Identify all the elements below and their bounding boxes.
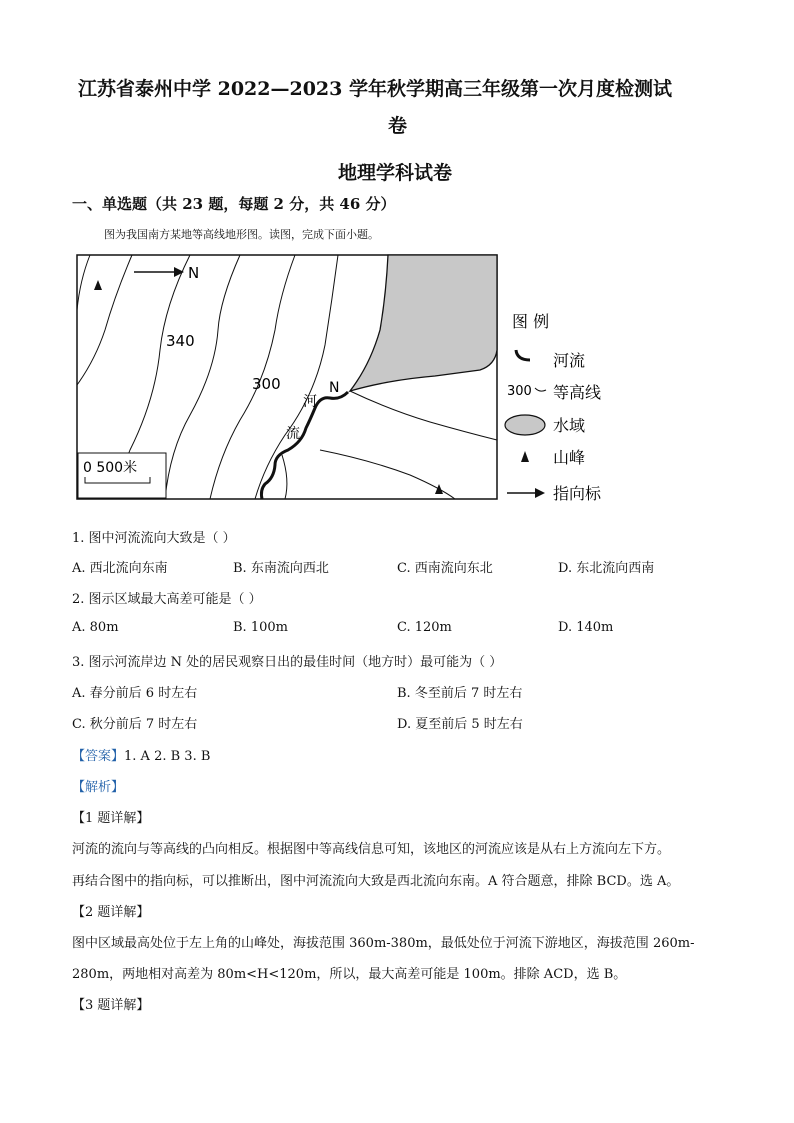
- river-label-2: 流: [286, 426, 300, 442]
- legend-label-water: 水域: [553, 416, 586, 435]
- section-heading: 一、单选题（共 23 题，每题 2 分，共 46 分）: [72, 195, 396, 213]
- contour-line: [320, 450, 455, 499]
- scale-text: 0 500米: [83, 460, 138, 476]
- north-arrow-head-icon: [174, 267, 184, 277]
- q1-detail-line2: 再结合图中的指向标，可以推断出，图中河流流向大致是西北流向东南。A 符合题意，排除 BCD。选 A。: [72, 874, 680, 889]
- q2-detail-line1: 图中区域最高处位于左上角的山峰处，海拔范围 360m-380m，最低处位于河流下游地区，海拔范围 260m-: [72, 936, 695, 951]
- question-1-option-a: A. 西北流向东南: [72, 561, 168, 576]
- contour-line: [282, 455, 287, 499]
- page-title-line2: 卷: [388, 115, 408, 137]
- question-3-option-a: A. 春分前后 6 时左右: [72, 686, 198, 701]
- contour-label-340: 340: [166, 332, 195, 350]
- answer-label: 【答案】: [72, 749, 125, 764]
- river-label-1: 河: [303, 394, 317, 410]
- q2-detail-line2: 280m，两地相对高差为 80m<H<120m，所以，最大高差可能是 100m。排除 ACD，选 B。: [72, 967, 627, 982]
- question-2-option-a: A. 80m: [72, 620, 119, 635]
- legend-title: 图 例: [512, 312, 550, 331]
- page-title-line1: 江苏省泰州中学 2022—2023 学年秋学期高三年级第一次月度检测试: [78, 78, 672, 100]
- question-2-option-b: B. 100m: [233, 620, 288, 635]
- question-2-option-d: D. 140m: [558, 620, 614, 635]
- question-1-option-b: B. 东南流向西北: [233, 561, 329, 576]
- q3-detail-heading: 【3 题详解】: [72, 998, 150, 1013]
- question-3-option-c: C. 秋分前后 7 时左右: [72, 717, 198, 732]
- question-3-stem: 3. 图示河流岸边 N 处的居民观察日出的最佳时间（地方时）最可能为（ ）: [72, 655, 503, 670]
- contour-icon: [535, 388, 546, 391]
- legend-label-contour: 等高线: [553, 383, 602, 402]
- north-label: N: [188, 264, 200, 282]
- legend-label-arrow: 指向标: [553, 484, 602, 503]
- question-3-option-d: D. 夏至前后 5 时左右: [397, 717, 523, 732]
- q2-detail-heading: 【2 题详解】: [72, 905, 150, 920]
- q1-detail-line1: 河流的流向与等高线的凸向相反。根据图中等高线信息可知，该地区的河流应该是从右上方流向左下方。: [72, 842, 671, 857]
- contour-line: [77, 255, 90, 310]
- answer-text: 1. A 2. B 3. B: [124, 749, 211, 764]
- question-3-option-b: B. 冬至前后 7 时左右: [397, 686, 523, 701]
- question-2-stem: 2. 图示区域最大高差可能是（ ）: [72, 592, 262, 607]
- contour-line: [77, 255, 132, 385]
- contour-line: [165, 255, 240, 499]
- legend-contour-sample: 300: [507, 384, 532, 399]
- water-area: [350, 255, 497, 391]
- contour-map-figure: [70, 250, 620, 510]
- peak-icon: [435, 484, 443, 494]
- water-icon: [505, 415, 545, 435]
- answer-line: [72, 745, 210, 764]
- peak-icon: [94, 280, 102, 290]
- q1-detail-heading: 【1 题详解】: [72, 811, 150, 826]
- analysis-label: 【解析】: [72, 780, 125, 795]
- peak-icon: [521, 451, 529, 462]
- river-icon: [516, 350, 530, 360]
- legend-label-peak: 山峰: [553, 448, 586, 467]
- question-2-option-c: C. 120m: [397, 620, 452, 635]
- point-n-label: N: [329, 380, 340, 396]
- contour-label-300: 300: [252, 375, 281, 393]
- contour-line: [350, 391, 497, 440]
- arrow-head-icon: [535, 488, 545, 498]
- page-subtitle: 地理学科试卷: [338, 162, 453, 184]
- question-1-option-c: C. 西南流向东北: [397, 561, 493, 576]
- question-1-stem: 1. 图中河流流向大致是（ ）: [72, 531, 236, 546]
- section-intro: 图为我国南方某地等高线地形图。读图，完成下面小题。: [104, 228, 379, 241]
- question-1-option-d: D. 东北流向西南: [558, 561, 655, 576]
- legend-label-river: 河流: [553, 351, 586, 370]
